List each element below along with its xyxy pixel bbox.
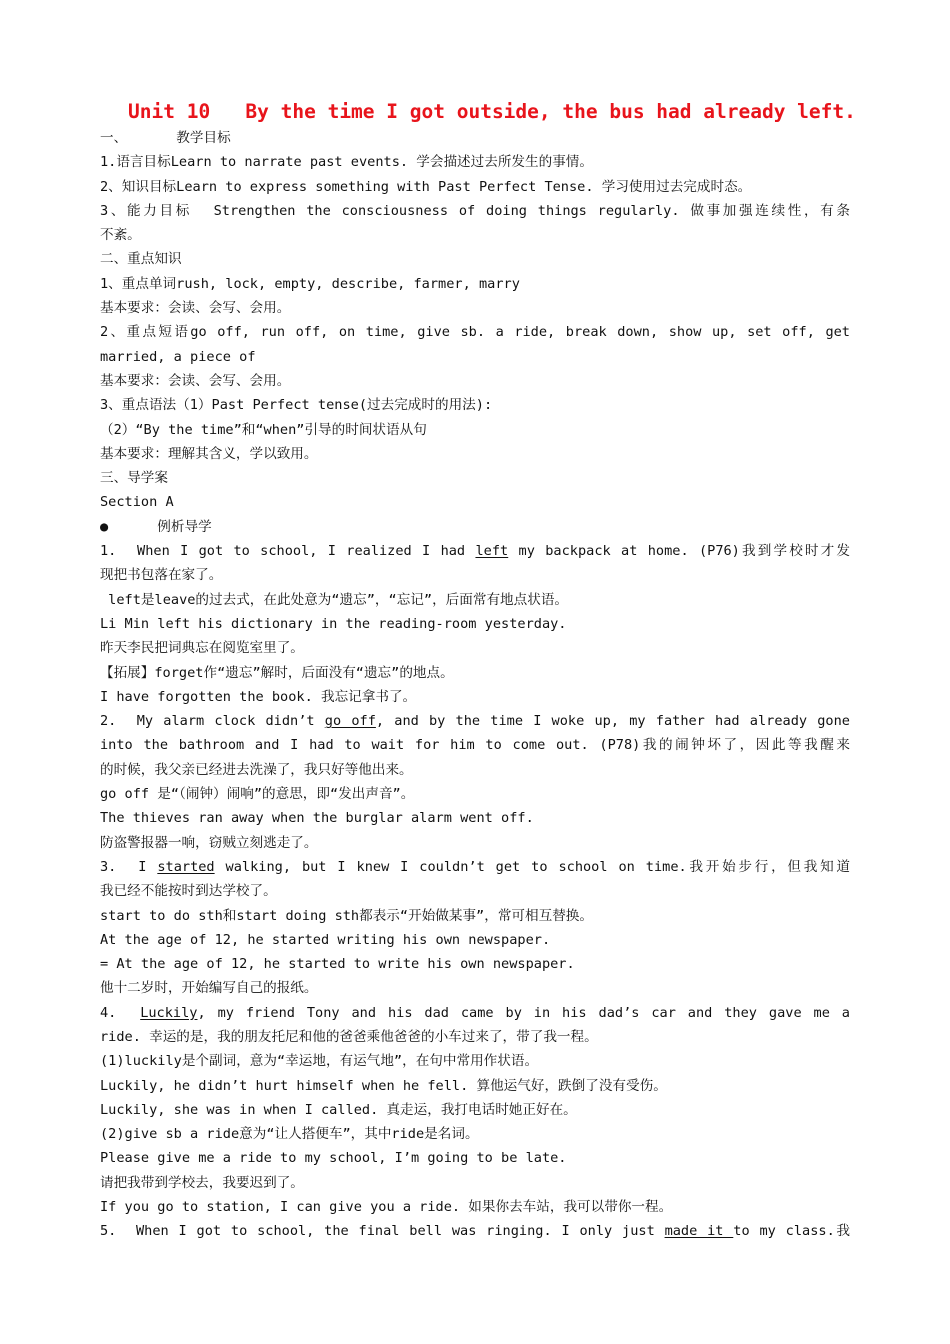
example-3-cont: 我已经不能按时到达学校了。	[100, 883, 277, 900]
example-5-sentence: 5. When I got to school, the final bell was ringing. I only just made it to my class.我	[100, 1223, 850, 1240]
underlined-term: left	[475, 543, 509, 560]
key-grammar: 3、重点语法（1）Past Perfect tense(过去完成时的用法):	[100, 397, 493, 414]
requirement-text: 基本要求：会读、会写、会用。	[100, 372, 291, 389]
example-3-note: start to do sth和start doing sth都表示“开始做某事”，常可相互替换。	[100, 907, 593, 924]
key-words: 1、重点单词rush, lock, empty, describe, farmer, marry	[100, 275, 520, 292]
example-4-note-1: (1)luckily是个副词，意为“幸运地，有运气地”，在句中常用作状语。	[100, 1053, 539, 1070]
objective-language: 1.语言目标Learn to narrate past events. 学会描述过去所发生的事情。	[100, 154, 593, 171]
underlined-term: made it	[664, 1223, 734, 1240]
example-4-sample-4: If you go to station, I can give you a ride. 如果你去车站，我可以带你一程。	[100, 1199, 673, 1216]
section-label: Section A	[100, 494, 174, 511]
example-1-sample: Li Min left his dictionary in the reading-room yesterday.	[100, 615, 567, 632]
underlined-term: go off	[324, 713, 376, 730]
example-4-translation: 请把我带到学校去，我要迟到了。	[100, 1174, 304, 1191]
example-4-cont: ride. 幸运的是，我的朋友托尼和他的爸爸乘他爸爸的小车过来了，带了我一程。	[100, 1028, 598, 1045]
example-2-sentence: 2. My alarm clock didn’t go off, and by the time I woke up, my father had already gone	[100, 713, 850, 730]
example-3-sample: At the age of 12, he started writing his own newspaper.	[100, 931, 551, 948]
document-title: Unit 10 By the time I got outside, the bus had already left.	[128, 100, 856, 123]
example-1-translation: 昨天李民把词典忘在阅览室里了。	[100, 640, 304, 657]
example-4-sentence: 4. Luckily, my friend Tony and his dad came by in his dad’s car and they gave me a	[100, 1004, 850, 1021]
section-heading-objectives: 一、 教学目标	[100, 130, 231, 146]
objective-ability: 3、能力目标 Strengthen the consciousness of doing things regularly. 做事加强连续性，有条	[100, 202, 850, 219]
example-3-translation: 他十二岁时，开始编写自己的报纸。	[100, 980, 318, 997]
example-1-note: left是leave的过去式，在此处意为“遗忘”，“忘记”，后面常有地点状语。	[100, 591, 569, 608]
underlined-term: Luckily	[140, 1004, 198, 1021]
key-phrases: 2、重点短语go off, run off, on time, give sb. a ride, break down, show up, set off, get	[100, 324, 850, 341]
example-4-note-2: (2)give sb a ride意为“让人搭便车”，其中ride是名词。	[100, 1126, 479, 1143]
example-1-extension-sample: I have forgotten the book. 我忘记拿书了。	[100, 688, 417, 705]
document-page	[100, 98, 856, 1244]
requirement-text: 基本要求：理解其含义，学以致用。	[100, 445, 318, 462]
example-2-cont: into the bathroom and I had to wait for him to come out. (P78)我的闹钟坏了，因此等我醒来	[100, 737, 850, 754]
example-2-cont-2: 的时候，我父亲已经进去洗澡了，我只好等他出来。	[100, 761, 413, 778]
example-2-sample: The thieves ran away when the burglar alarm went off.	[100, 810, 534, 827]
objective-knowledge: 2、知识目标Learn to express something with Past Perfect Tense. 学习使用过去完成时态。	[100, 178, 752, 195]
example-1-extension: 【拓展】forget作“遗忘”解时，后面没有“遗忘”的地点。	[100, 664, 454, 681]
example-4-sample-2: Luckily, she was in when I called. 真走运，我打电话时她正好在。	[100, 1101, 577, 1118]
example-3-sentence: 3. I started walking, but I knew I couldn’t get to school on time.我开始步行，但我知道	[100, 858, 850, 875]
example-2-note: go off 是“（闹钟）闹响”的意思，即“发出声音”。	[100, 786, 415, 803]
example-1-sentence: 1. When I got to school, I realized I had left my backpack at home. (P76)我到学校时才发	[100, 543, 850, 560]
example-4-sample-3: Please give me a ride to my school, I’m going to be late.	[100, 1150, 567, 1167]
key-phrases-cont: married, a piece of	[100, 348, 256, 365]
section-heading-key-knowledge: 二、重点知识	[100, 251, 182, 268]
key-grammar-2: （2）“By the time”和“when”引导的时间状语从句	[100, 421, 427, 438]
objective-ability-cont: 不紊。	[100, 227, 141, 244]
example-3-sample-2: = At the age of 12, he started to write his own newspaper.	[100, 956, 575, 973]
section-heading-guide: 三、导学案	[100, 470, 168, 487]
underlined-term: started	[157, 858, 215, 875]
example-4-sample-1: Luckily, he didn’t hurt himself when he fell. 算他运气好，跌倒了没有受伤。	[100, 1077, 667, 1094]
bullet-heading: ● 例析导学	[100, 518, 212, 535]
example-2-translation: 防盗警报器一响，窃贼立刻逃走了。	[100, 834, 318, 851]
requirement-text: 基本要求：会读、会写、会用。	[100, 300, 291, 317]
example-1-cont: 现把书包落在家了。	[100, 567, 223, 584]
